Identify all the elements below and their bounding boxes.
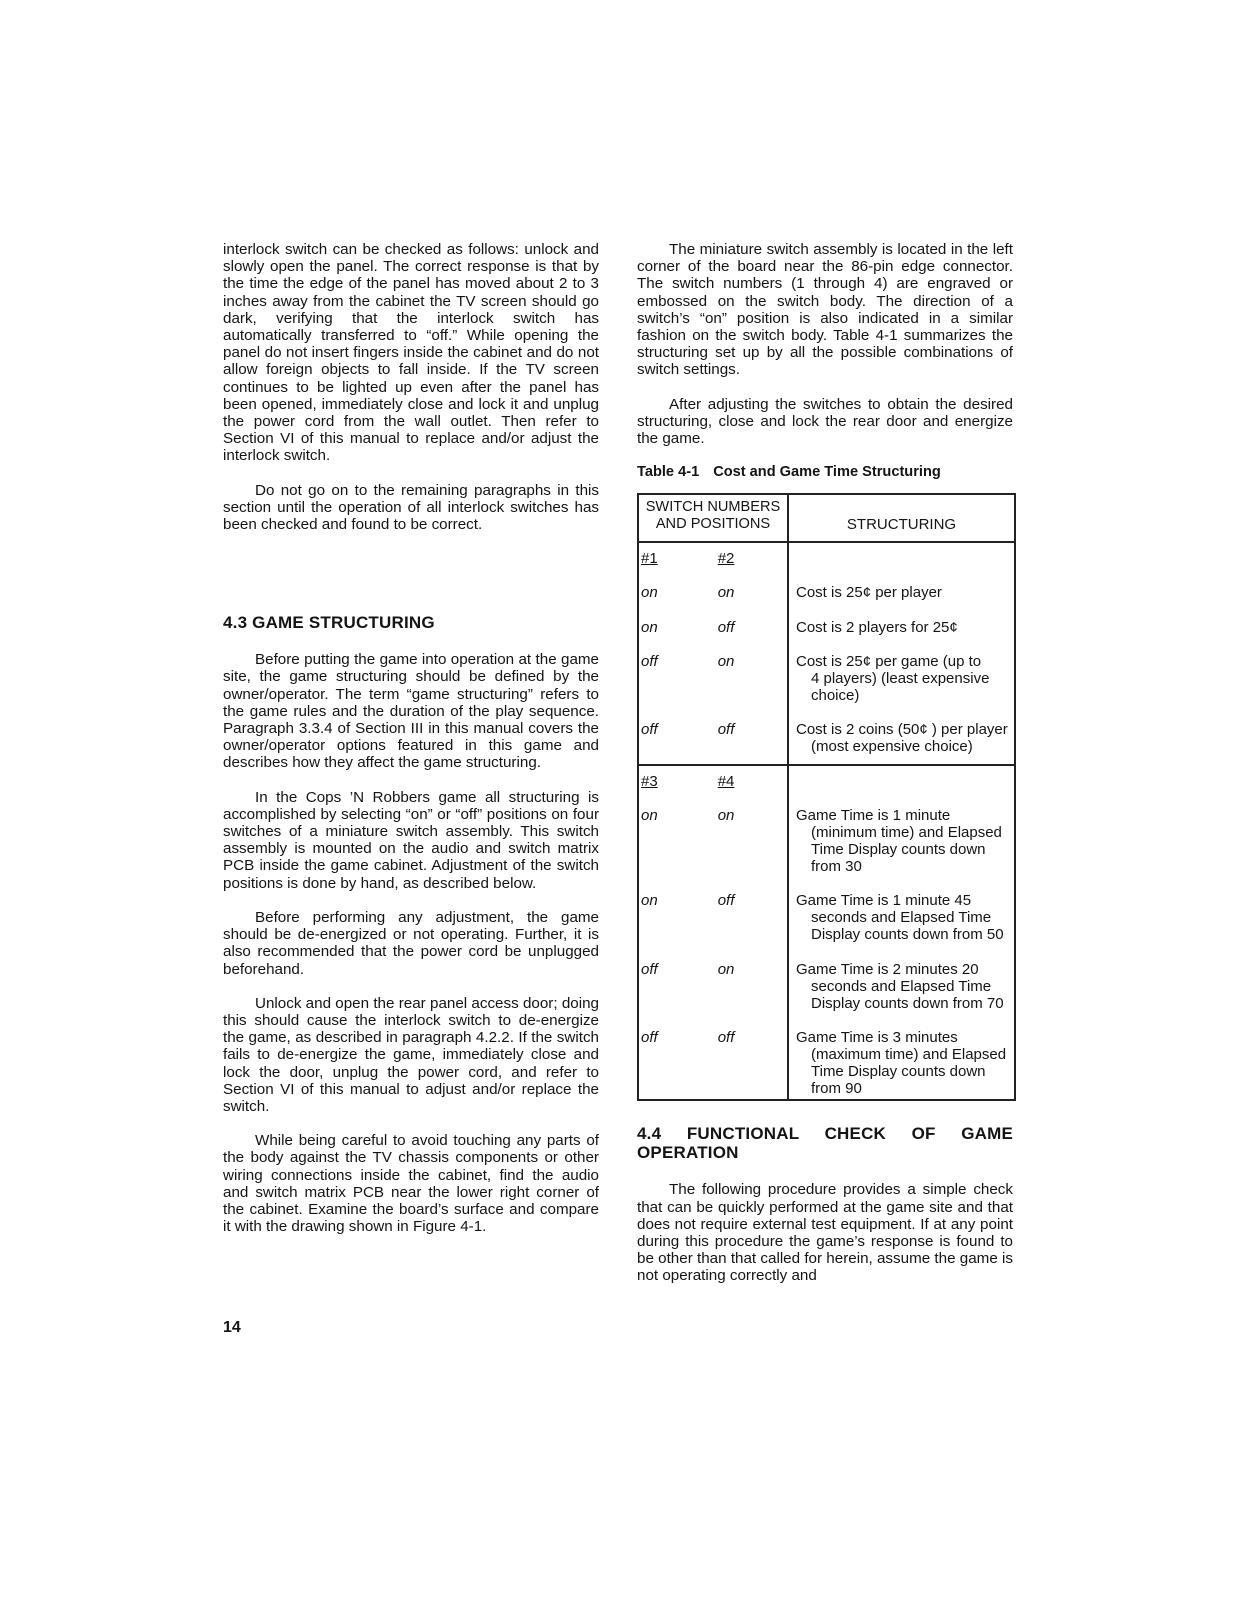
- table-row: off on Game Time is 2 minutes 20 seconds and Elapsed Time Display counts down from 70: [638, 961, 1015, 1029]
- switch-group-header: [638, 765, 1015, 807]
- switch-group-header: [638, 542, 1015, 584]
- paragraph: Unlock and open the rear panel access door; doing this should cause the interlock switch to de-energize the game, as described in paragraph 4.2.2. If the switch fails to de-energize the game, immediately close and lock the door, unplug the power cord, and refer to Section VI of this manual to adjust and/or replace the switch.: [223, 994, 599, 1115]
- paragraph: Before putting the game into operation at the game site, the game structuring should be defined by the owner/operator. The term “game structuring” refers to the game rules and the duration of the play sequence. Paragraph 3.3.4 of Section III in this manual covers the owner/operator options featured in this game and describes how they affect the game structuring.: [223, 651, 599, 772]
- table-row: on on Game Time is 1 minute (minimum time) and Elapsed Time Display counts down from 30: [638, 807, 1015, 892]
- page-number: 14: [223, 1319, 241, 1336]
- paragraph: The following procedure provides a simple check that can be quickly performed at the game site and that does not require external test equipment. If at any point during this procedure the game’s response is found to be other than that called for herein, assume the game is not operating correctly and: [637, 1181, 1013, 1285]
- table-number: Table 4-1: [637, 464, 700, 481]
- table-row: off off Game Time is 3 minutes (maximum time) and Elapsed Time Display counts down from 90: [638, 1029, 1015, 1100]
- paragraph: interlock switch can be checked as follows: unlock and slowly open the panel. The correct response is that by the time the edge of the panel has moved about 2 to 3 inches away from the cabinet the TV screen should go dark, verifying that the interlock switch has automatically transferred to “off.” While opening the panel do not insert fingers inside the cabinet and do not allow foreign objects to fall inside. If the TV screen continues to be lighted up even after the panel has been opened, immediately close and lock it and unplug the power cord from the wall outlet. Then refer to Section VI of this manual to replace and/or adjust the interlock switch.: [223, 241, 599, 465]
- paragraph: While being careful to avoid touching any parts of the body against the TV chassis components or other wiring connections inside the cabinet, find the audio and switch matrix PCB near the lower right corner of the cabinet. Examine the board’s surface and compare it with the drawing shown in Figure 4-1.: [223, 1132, 599, 1236]
- table-title: Cost and Game Time Structuring: [713, 464, 941, 481]
- table-row: on off Cost is 2 players for 25¢: [638, 619, 1015, 653]
- table-row: off off Cost is 2 coins (50¢ ) per player (most expensive choice): [638, 721, 1015, 765]
- switch-label: #2: [717, 550, 735, 568]
- paragraph: After adjusting the switches to obtain the desired structuring, close and lock the rear door and energize the game.: [637, 395, 1013, 448]
- header-structuring: STRUCTURING: [788, 494, 1015, 542]
- header-switch-positions: SWITCH NUMBERS AND POSITIONS: [638, 494, 788, 542]
- section-heading-4-3: 4.3 GAME STRUCTURING: [223, 613, 435, 633]
- table-row: off on Cost is 25¢ per game (up to 4 players) (least expensive choice): [638, 653, 1015, 721]
- structuring-table: [637, 493, 1016, 1101]
- paragraph: Before performing any adjustment, the game should be de-energized or not operating. Further, it is also recommended that the power cord be unplugged beforehand.: [223, 908, 599, 978]
- section-heading-4-4: 4.4 FUNCTIONAL CHECK OF GAME OPERATION: [637, 1124, 1013, 1163]
- table-header-row: [638, 494, 1015, 542]
- switch-label: #1: [641, 550, 658, 568]
- switch-label: #4: [717, 773, 735, 791]
- switch-label: #3: [641, 773, 658, 791]
- table-row: on on Cost is 25¢ per player: [638, 584, 1015, 619]
- right-column: [637, 241, 1013, 1285]
- table-caption: [637, 464, 1013, 481]
- paragraph: In the Cops ’N Robbers game all structuring is accomplished by selecting “on” or “off” positions on four switches of a miniature switch assembly. This switch assembly is mounted on the audio and switch matrix PCB inside the game cabinet. Adjustment of the switch positions is done by hand, as described below.: [223, 788, 599, 892]
- table-row: on off Game Time is 1 minute 45 seconds and Elapsed Time Display counts down from 50: [638, 892, 1015, 961]
- left-column: [223, 241, 599, 1235]
- paragraph: The miniature switch assembly is located in the left corner of the board near the 86-pin edge connector. The switch numbers (1 through 4) are engraved or embossed on the switch body. The direction of a switch’s “on” position is also indicated in a similar fashion on the switch body. Table 4-1 summarizes the structuring set up by all the possible combinations of switch settings.: [637, 241, 1013, 379]
- paragraph: Do not go on to the remaining paragraphs in this section until the operation of all interlock switches has been checked and found to be correct.: [223, 481, 599, 534]
